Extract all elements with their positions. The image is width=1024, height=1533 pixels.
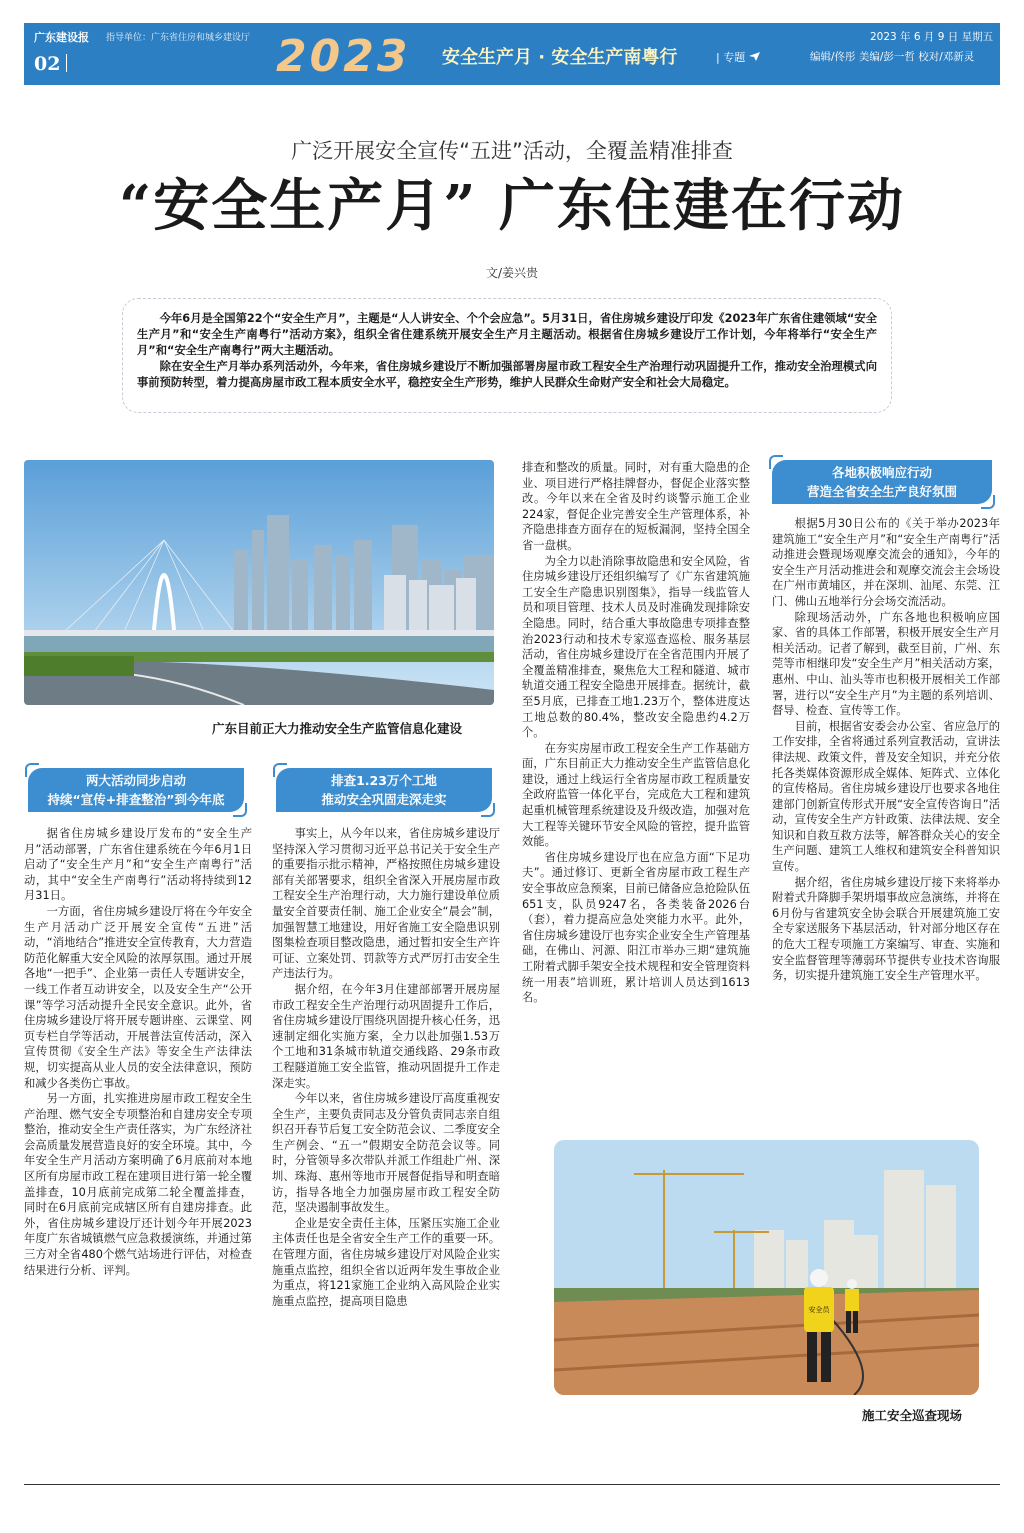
section-heading [276,768,492,812]
article-subtitle: 广泛开展安全宣传“五进”活动，全覆盖精准排查 [291,139,733,163]
article-column [522,460,750,1006]
body-paragraph: 一方面，省住房城乡建设厅将在今年安全生产月活动广泛开展安全宣传“五进”活动，“消地结合”推进安全宣传教育，大力营造防范化解重大安全风险的浓厚氛围。通过开展各地“一把手”、企业第一责任人专题讲安全，一线工作者互动讲安全，以及安全生产“公开课”等学习活动提升全民安全意识。此外，省住房城乡建设厅将开展专题讲座、云课堂、网页专栏自学等活动，开展普法宣传活动，深入宣传贯彻《安全生产法》等安全生产法律法规，切实提高从业人员的安全法律意识，预防和减少各类伤亡事故。 [24,904,252,1090]
body-paragraph: 据介绍，省住房城乡建设厅接下来将举办附着式升降脚手架坍塌事故应急演练，并将在6月份与省建筑安全协会联合开展建筑施工安全专家送服务下基层活动，针对部分地区存在的危大工程专项施工方案编写、审查、实施和安全监督管理等薄弱环节提供专业技术咨询服务，切实提升建筑施工安全生产管理水平。 [772,875,1000,983]
masthead-banner [24,23,1000,85]
body-paragraph: 企业是安全责任主体，压紧压实施工企业主体责任也是全省安全生产工作的重要一环。在管理方面，省住房城乡建设厅对风险企业实施重点监控，组织全省以近两年发生事故企业为重点，将121家施工企业纳入高风险企业实施重点监控，提高项目隐患 [272,1216,500,1308]
paper-plane-icon [749,52,760,61]
body-paragraph: 省住房城乡建设厅也在应急方面“下足功夫”。通过修订、更新全省房屋市政工程生产安全事故应急预案，目前已储备应急抢险队伍651支，队员9247名，各类装备2026台（套），着力提高应急处突能力水平。此外，省住房城乡建设厅也夯实企业安全生产管理基础，在佛山、河源、阳江市举办三期“建筑施工附着式脚手架安全技术规程和安全管理资料统一用表”培训班，累计培训人员达到1613名。 [522,850,750,1005]
body-paragraph: 为全力以赴消除事故隐患和安全风险，省住房城乡建设厅还组织编写了《广东省建筑施工安全生产隐患识别图集》，指导一线监管人员和项目管理、技术人员及时准确发现排除安全隐患。同时，结合重大事故隐患专项排查整治2023行动和技术专家巡查巡检、服务基层活动，省住房城乡建设厅在全省范围内开展了全覆盖精准排查，聚焦危大工程和隧道、城市轨道交通工程安全隐患开展排查。据统计，截至5月底，已排查工地1.23万个，整体进度达工地总数的80.4%，整改安全隐患约4.2万个。 [522,554,750,740]
issue-date: 2023 年 6 月 9 日 星期五 [870,31,994,43]
body-paragraph: 目前，根据省安委会办公室、省应急厅的工作安排，全省将通过系列宣教活动，宣讲法律法规、政策文件，普及安全知识，并充分依托各类媒体资源形成全媒体、矩阵式、立体化的宣传格局。省住房城乡建设厅也要求各地住建部门创新宣传形式开展“安全宣传咨询日”活动，宣传安全生产方针政策、法律法规、安全知识和自救互救方法等，解答群众关心的安全生产问题、建筑工人维权和建筑安全科普知识宣传。 [772,719,1000,874]
section-heading [772,460,992,504]
body-paragraph: 据省住房城乡建设厅发布的“安全生产月”活动部署，广东省住建系统在今年6月1日启动了“安全生产月”和“安全生产南粤行”活动，其中“安全生产南粤行”活动将持续到12月31日。 [24,827,252,903]
section-heading-line: 排查1.23万个工地 [331,773,437,788]
photo-caption: 广东目前正大力推动安全生产监管信息化建设 [212,721,463,736]
body-paragraph: 除现场活动外，广东各地也积极响应国家、省的具体工作部署，积极开展安全生产月相关活动。记者了解到，截至目前，广州、东莞等市相继印发“安全生产月”相关活动方案，惠州、中山、汕头等市也积极开展相关工作部署，进行以“安全生产月”为主题的系列培训、督导、检查、宣传等工作。 [772,610,1000,718]
body-paragraph: 事实上，从今年以来，省住房城乡建设厅坚持深入学习贯彻习近平总书记关于安全生产的重要指示批示精神，严格按照住房城乡建设部有关部署要求，组织全省深入开展房屋市政工程安全生产治理行动，大力施行建设单位质量安全首要责任制、施工企业安全“晨会”制，加强智慧工地建设，用好省施工安全隐患识别图集检查项目整改隐患，通过暂扣安全生产许可证、立案处罚、罚款等方式严厉打击安全生产违法行为。 [272,827,500,981]
section-heading-line: 营造全省安全生产良好氛围 [806,484,957,499]
sponsor-text: 指导单位：广东省住房和城乡建设厅 [106,33,251,43]
section-label [716,49,760,65]
page-number: 02 [34,53,67,75]
article-headline: “安全生产月” 广东住建在行动 [119,173,905,239]
bottom-rule [24,1484,1000,1485]
body-paragraph: 排查和整改的质量。同时，对有重大隐患的企业、项目进行严格挂牌督办，督促企业落实整改。今年以来在全省及时约谈警示施工企业224家，督促企业完善安全生产管理体系，补齐隐患排查方面存在的短板漏洞，坚持全国全省一盘棋。 [522,461,750,552]
body-paragraph: 在夯实房屋市政工程安全生产工作基础方面，广东目前正大力推动安全生产监管信息化建设，通过上线运行全省房屋市政工程质量安全政府监管一体化平台，完成危大工程和建筑起重机械管理系统建设及升级改造，加强对危大工程等关键环节安全风险的管控，提升监管效能。 [522,741,750,849]
banner-year: 2023 [276,31,411,82]
body-paragraph: 据介绍，在今年3月住建部部署开展房屋市政工程安全生产治理行动巩固提升工作后，省住房城乡建设厅围绕巩固提升核心任务，迅速制定细化实施方案，全力以赴加强1.53万个工地和31条城市轨道交通线路、29条市政工程隧道施工安全监管，推动巩固提升工作走深走实。 [272,982,500,1090]
lead-paragraph: 今年6月是全国第22个“安全生产月”，主题是“人人讲安全、个个会应急”。5月31日，省住房城乡建设厅印发《2023年广东省住建领域“安全生产月”和“安全生产南粤行”活动方案》，组织全省住建系统开展安全生产月主题活动。根据省住房城乡建设厅工作计划，今年将举行“安全生产月”和“安全生产南粤行”两大主题活动。 [137,312,877,357]
construction-illustration [554,1140,979,1395]
body-paragraph: 今年以来，省住房城乡建设厅高度重视安全生产，主要负责同志及分管负责同志亲自组织召开春节后复工安全防范会议、二季度安全生产例会、“五一”假期安全防范会议等。同时，分管领导多次带队并派工作组赴广州、深圳、珠海、惠州等地市开展督促指导和明查暗访，指导各地全力加强房屋市政工程安全防范，坚决遏制事故发生。 [272,1092,500,1215]
lead-box [122,298,892,413]
section-heading-line: 各地积极响应行动 [831,465,932,480]
body-paragraph: 根据5月30日公布的《关于举办2023年建筑施工“安全生产月”和“安全生产南粤行”活动推进会暨现场观摩交流会的通知》，今年的安全生产月活动推进会和观摩交流会主会场设在广州市黄埔区，并在深圳、汕尾、东莞、江门、佛山五地举行分会场交流活动。 [772,517,1000,608]
paper-name: 广东建设报 [34,31,89,44]
section-heading-line: 推动安全巩固走深走实 [321,792,447,807]
body-paragraph: 另一方面，扎实推进房屋市政工程安全生产治理、燃气安全专项整治和自建房安全专项整治，推动安全生产责任落实，为广东经济社会高质量发展营造良好的安全环境。其中，今年安全生产月活动方案明确了6月底前对本地区所有房屋市政工程在建项目进行第一轮全覆盖排查，10月底前完成第二轮全覆盖排查，同时在6月底前完成辖区所有自建房排查。此外，省住房城乡建设厅还计划今年开展2023年度广东省城镇燃气应急救援演练，并通过第三方对全省480个燃气站场进行评估，对检查结果进行分析、评判。 [24,1092,252,1277]
photo-caption: 施工安全巡查现场 [862,1408,963,1423]
city-skyline-photo [24,460,494,705]
banner-theme: 安全生产月 · 安全生产南粤行 [442,47,678,68]
section-heading [28,768,244,812]
vest-text: 安全员 [808,1306,830,1314]
section-heading-line: 两大活动同步启动 [85,773,186,788]
construction-site-photo [554,1140,979,1395]
editor-credits: 编辑/佟彤 美编/彭一哲 校对/邓新灵 [810,51,975,63]
article-column [24,826,252,1278]
article-column [772,516,1000,984]
article-author: 文/姜兴贵 [485,266,539,280]
article-column [272,826,500,1309]
section-heading-line: 持续“宣传+排查整治”到今年底 [47,792,225,807]
lead-paragraph: 除在安全生产月举办系列活动外，今年来，省住房城乡建设厅不断加强部署房屋市政工程安全生产治理行动巩固提升工作，推动安全治理模式向事前预防转型，着力提高房屋市政工程本质安全水平，稳控安全生产形势，维护人民群众生命财产安全和社会大局稳定。 [137,360,877,389]
section-name: 专题 [723,51,746,64]
skyline-illustration [24,460,494,705]
